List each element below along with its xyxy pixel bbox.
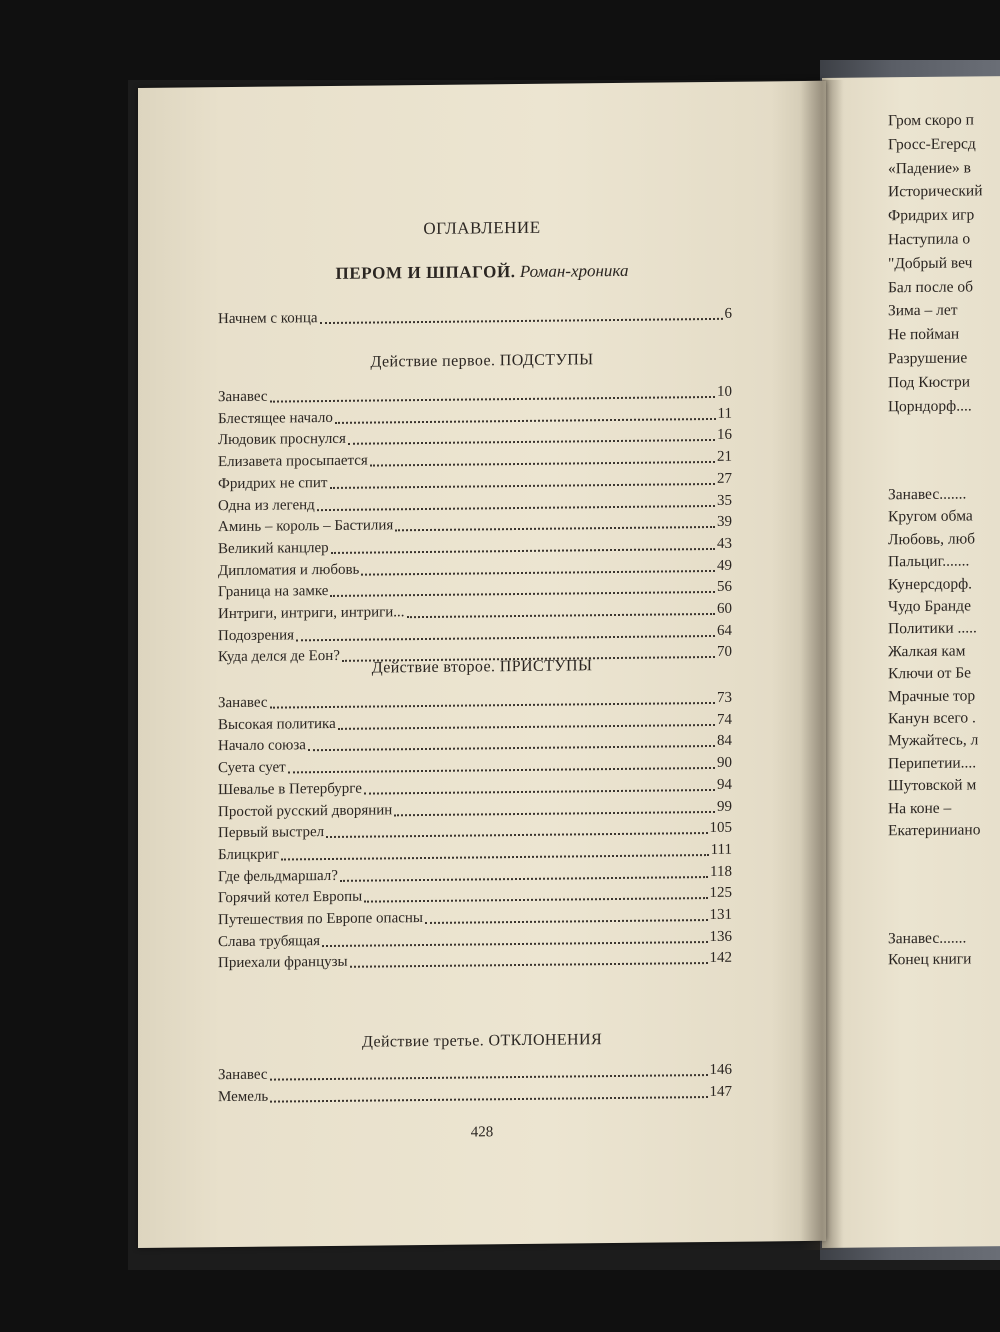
right-page-line: Занавес....... (888, 929, 967, 948)
dot-leader (322, 941, 707, 947)
dot-leader (288, 767, 715, 773)
toc-entry-page: 49 (717, 557, 732, 574)
dot-leader (348, 439, 715, 445)
dot-leader (326, 832, 707, 838)
toc-entry-page: 111 (710, 841, 732, 858)
toc-entry-page: 125 (709, 885, 732, 902)
dot-leader (407, 613, 715, 618)
right-page-line: Канун всего . (888, 709, 976, 728)
right-page-line: Не пойман (888, 325, 960, 344)
right-page-line: Ключи от Бе (888, 664, 972, 683)
work-title-subtitle: Роман-хроника (519, 260, 629, 282)
dot-leader (281, 854, 709, 860)
toc-entry-title: Слава трубящая (218, 932, 321, 950)
dot-leader (425, 919, 707, 924)
toc-entry-page: 43 (717, 535, 732, 552)
toc-entry-title: Людовик проснулся (218, 431, 346, 449)
toc-entry-page: 118 (710, 863, 732, 880)
right-page-line: На коне – (888, 799, 952, 817)
right-page-line: Гросс-Егерсд (888, 135, 976, 154)
toc-entry-page: 146 (709, 1061, 732, 1079)
right-page-line: Фридрих игр (888, 206, 975, 225)
right-page (822, 76, 1000, 1248)
section-heading: Действие второе. ПРИСТУПЫ (371, 657, 593, 677)
toc-entry-title: Первый выстрел (218, 824, 325, 842)
toc-entry-title: Одна из легенд (218, 496, 315, 514)
toc-entry-title: Суета сует (218, 759, 286, 777)
toc-entry-title: Блестящее начало (218, 409, 333, 427)
toc-entry-page: 105 (709, 819, 732, 837)
right-page-line: Разрушение (888, 349, 968, 368)
toc-entry-title: Подозрения (218, 627, 295, 644)
toc-entry-page: 84 (717, 733, 732, 750)
toc-entry-title: Аминь – король – Бастилия (218, 517, 394, 536)
dot-leader (350, 962, 708, 968)
right-page-line: Чудо Бранде (888, 597, 971, 616)
dot-leader (270, 1096, 707, 1103)
right-page-line: Занавес....... (888, 485, 967, 504)
right-page-line: Гром скоро п (888, 111, 974, 130)
toc-entry-page: 39 (717, 513, 732, 531)
dot-leader (364, 789, 715, 795)
dot-leader (270, 396, 715, 403)
left-page (138, 81, 826, 1248)
right-page-line: Политики ..... (888, 619, 977, 638)
toc-entry-title: Занавес (218, 1066, 268, 1084)
dot-leader (320, 318, 723, 324)
toc-entry-title: Дипломатия и любовь (218, 561, 360, 579)
toc-entry (218, 304, 732, 329)
right-page-line: Екатериниано (888, 821, 981, 840)
toc-entry (218, 1081, 732, 1106)
toc-entry-page: 21 (717, 448, 732, 466)
toc-entry-page: 99 (717, 798, 732, 815)
right-page-line: Зима – лет (888, 301, 958, 320)
toc-entry-title: Высокая политика (218, 715, 336, 733)
toc-entry-page: 74 (717, 711, 732, 728)
toc-entry-page: 60 (717, 600, 732, 617)
dot-leader (338, 724, 715, 730)
section-heading: Действие третье. ОТКЛОНЕНИЯ (361, 1031, 603, 1051)
right-page-line: Жалкая кам (888, 642, 966, 661)
dot-leader (370, 461, 715, 467)
toc-entry-page: 142 (709, 950, 732, 967)
toc-entry-title: Интриги, интриги, интриги... (218, 604, 405, 623)
right-page-line: Пальциг....... (888, 552, 970, 571)
book-gutter (800, 80, 844, 1250)
toc-entry-page: 6 (724, 305, 732, 322)
right-page-line: Кругом обма (888, 507, 973, 526)
toc-entry-page: 64 (717, 622, 732, 639)
toc-entry-page: 73 (717, 689, 732, 706)
right-page-line: Бал после об (888, 278, 973, 296)
right-page-line: Мрачные тор (888, 686, 976, 705)
toc-entry-title: Мемель (218, 1088, 269, 1105)
toc-entry-page: 27 (717, 470, 732, 487)
toc-entry-page: 90 (717, 754, 732, 772)
toc-entry-page: 16 (717, 427, 732, 444)
toc-entry-page: 56 (717, 579, 732, 596)
work-title-main: ПЕРОМ И ШПАГОЙ. (335, 262, 516, 283)
toc-entry-page: 147 (709, 1083, 732, 1100)
toc-entry-title: Занавес (218, 388, 268, 406)
page-title: ОГЛАВЛЕНИЕ (423, 217, 541, 239)
work-title (138, 259, 826, 286)
toc-entry-title: Простой русский дворянин (218, 801, 393, 820)
toc-entry-title: Приехали французы (218, 954, 348, 972)
toc-entry-title: Занавес (218, 694, 268, 712)
right-page-line: Под Кюстри (888, 373, 971, 392)
toc-entry (218, 948, 732, 973)
toc-entry-page: 10 (717, 383, 732, 400)
toc-entry-title: Елизавета просыпается (218, 452, 368, 471)
dot-leader (270, 1074, 708, 1081)
toc-entry-title: Блицкриг (218, 846, 279, 864)
dot-leader (317, 504, 715, 510)
toc-entry-page: 70 (717, 644, 732, 661)
dot-leader (330, 483, 716, 489)
dot-leader (364, 897, 707, 903)
toc-entry-page: 131 (709, 906, 732, 924)
toc-entry-title: Начнем с конца (218, 310, 318, 328)
toc-entry-page: 35 (717, 492, 732, 509)
right-page-line: Кунерсдорф. (888, 575, 973, 593)
right-page-line: "Добрый веч (888, 254, 973, 273)
dot-leader (308, 745, 715, 751)
page-number: 428 (470, 1124, 494, 1141)
dot-leader (394, 810, 715, 815)
right-page-line: Мужайтесь, л (888, 731, 979, 750)
toc-entry-page: 11 (717, 405, 732, 422)
toc-entry-title: Граница на замке (218, 583, 329, 601)
toc-entry-title: Горячий котел Европы (218, 888, 363, 907)
toc-entry-title: Куда делся де Еон? (218, 648, 340, 666)
right-page-line: Любовь, люб (888, 530, 976, 549)
right-page-line: «Падение» в (888, 159, 972, 177)
toc-entry-page: 94 (717, 776, 732, 793)
section-heading: Действие первое. ПОДСТУПЫ (370, 351, 594, 371)
toc-entry-title: Где фельдмаршал? (218, 867, 338, 885)
toc-entry-title: Начало союза (218, 737, 306, 755)
right-page-line: Шутовской м (888, 776, 977, 795)
dot-leader (361, 570, 715, 576)
right-page-line: Цорндорф.... (888, 397, 972, 415)
toc-entry-title: Великий канцлер (218, 539, 329, 558)
toc-entry-title: Шевалье в Петербурге (218, 780, 362, 798)
toc-entry-title: Путешествия по Европе опасны (218, 910, 424, 929)
toc-entry-page: 136 (709, 928, 732, 945)
toc-entry-title: Фридрих не спит (218, 474, 328, 492)
dot-leader (270, 702, 715, 709)
right-page-line: Наступила о (888, 230, 971, 249)
right-page-line: Конец книги (888, 950, 972, 969)
dot-leader (331, 548, 715, 554)
dot-leader (395, 526, 715, 531)
dot-leader (340, 876, 708, 882)
dot-leader (296, 635, 715, 641)
dot-leader (330, 591, 715, 597)
dot-leader (335, 418, 716, 424)
right-page-line: Перипетии.... (888, 754, 977, 773)
right-page-line: Исторический (888, 182, 983, 201)
